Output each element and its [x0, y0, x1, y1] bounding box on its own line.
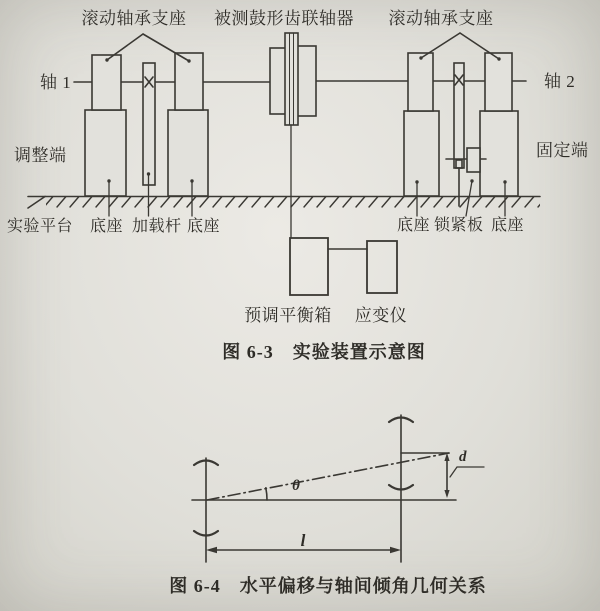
platform-ground — [28, 197, 540, 209]
figure-6-4-geometry — [192, 415, 484, 562]
strain-gauge-shape — [367, 241, 397, 293]
figure-6-4-caption: 图 6-4 水平偏移与轴间倾角几何关系 — [169, 576, 487, 596]
label-offset-d: d — [459, 449, 467, 465]
figure-6-3-caption: 图 6-3 实验装置示意图 — [222, 342, 426, 362]
left-axis-line — [194, 458, 218, 562]
label-base-right-2: 底座 — [491, 217, 525, 234]
inclined-centerline — [207, 453, 449, 500]
label-shaft-1: 轴 1 — [40, 73, 72, 92]
label-locking-plate: 锁紧板 — [434, 217, 484, 234]
label-balance-box: 预调平衡箱 — [244, 306, 332, 325]
label-bearing-support-right: 滚动轴承支座 — [388, 9, 494, 28]
figure-6-3-drawing — [28, 33, 540, 295]
label-strain-gauge: 应变仪 — [354, 306, 408, 325]
label-bearing-support-left: 滚动轴承支座 — [81, 9, 187, 28]
label-tested-coupling: 被测鼓形齿联轴器 — [214, 9, 354, 28]
label-angle-theta: θ — [292, 478, 300, 494]
label-base-right-1: 底座 — [397, 217, 431, 234]
label-shaft-2: 轴 2 — [544, 72, 576, 91]
label-adjusting-end: 调整端 — [14, 146, 67, 165]
label-loading-rod: 加载杆 — [132, 218, 182, 235]
label-base-left-1: 底座 — [90, 218, 124, 235]
coupling-shape — [270, 33, 316, 125]
label-fixed-end: 固定端 — [536, 141, 589, 160]
angle-arc — [266, 488, 267, 500]
loading-rod-shape — [143, 63, 155, 185]
label-length-l: l — [300, 531, 306, 550]
right-axis-line — [389, 415, 413, 562]
label-platform: 实验平台 — [7, 218, 74, 235]
label-base-left-2: 底座 — [187, 218, 221, 235]
balance-box-shape — [290, 238, 328, 295]
